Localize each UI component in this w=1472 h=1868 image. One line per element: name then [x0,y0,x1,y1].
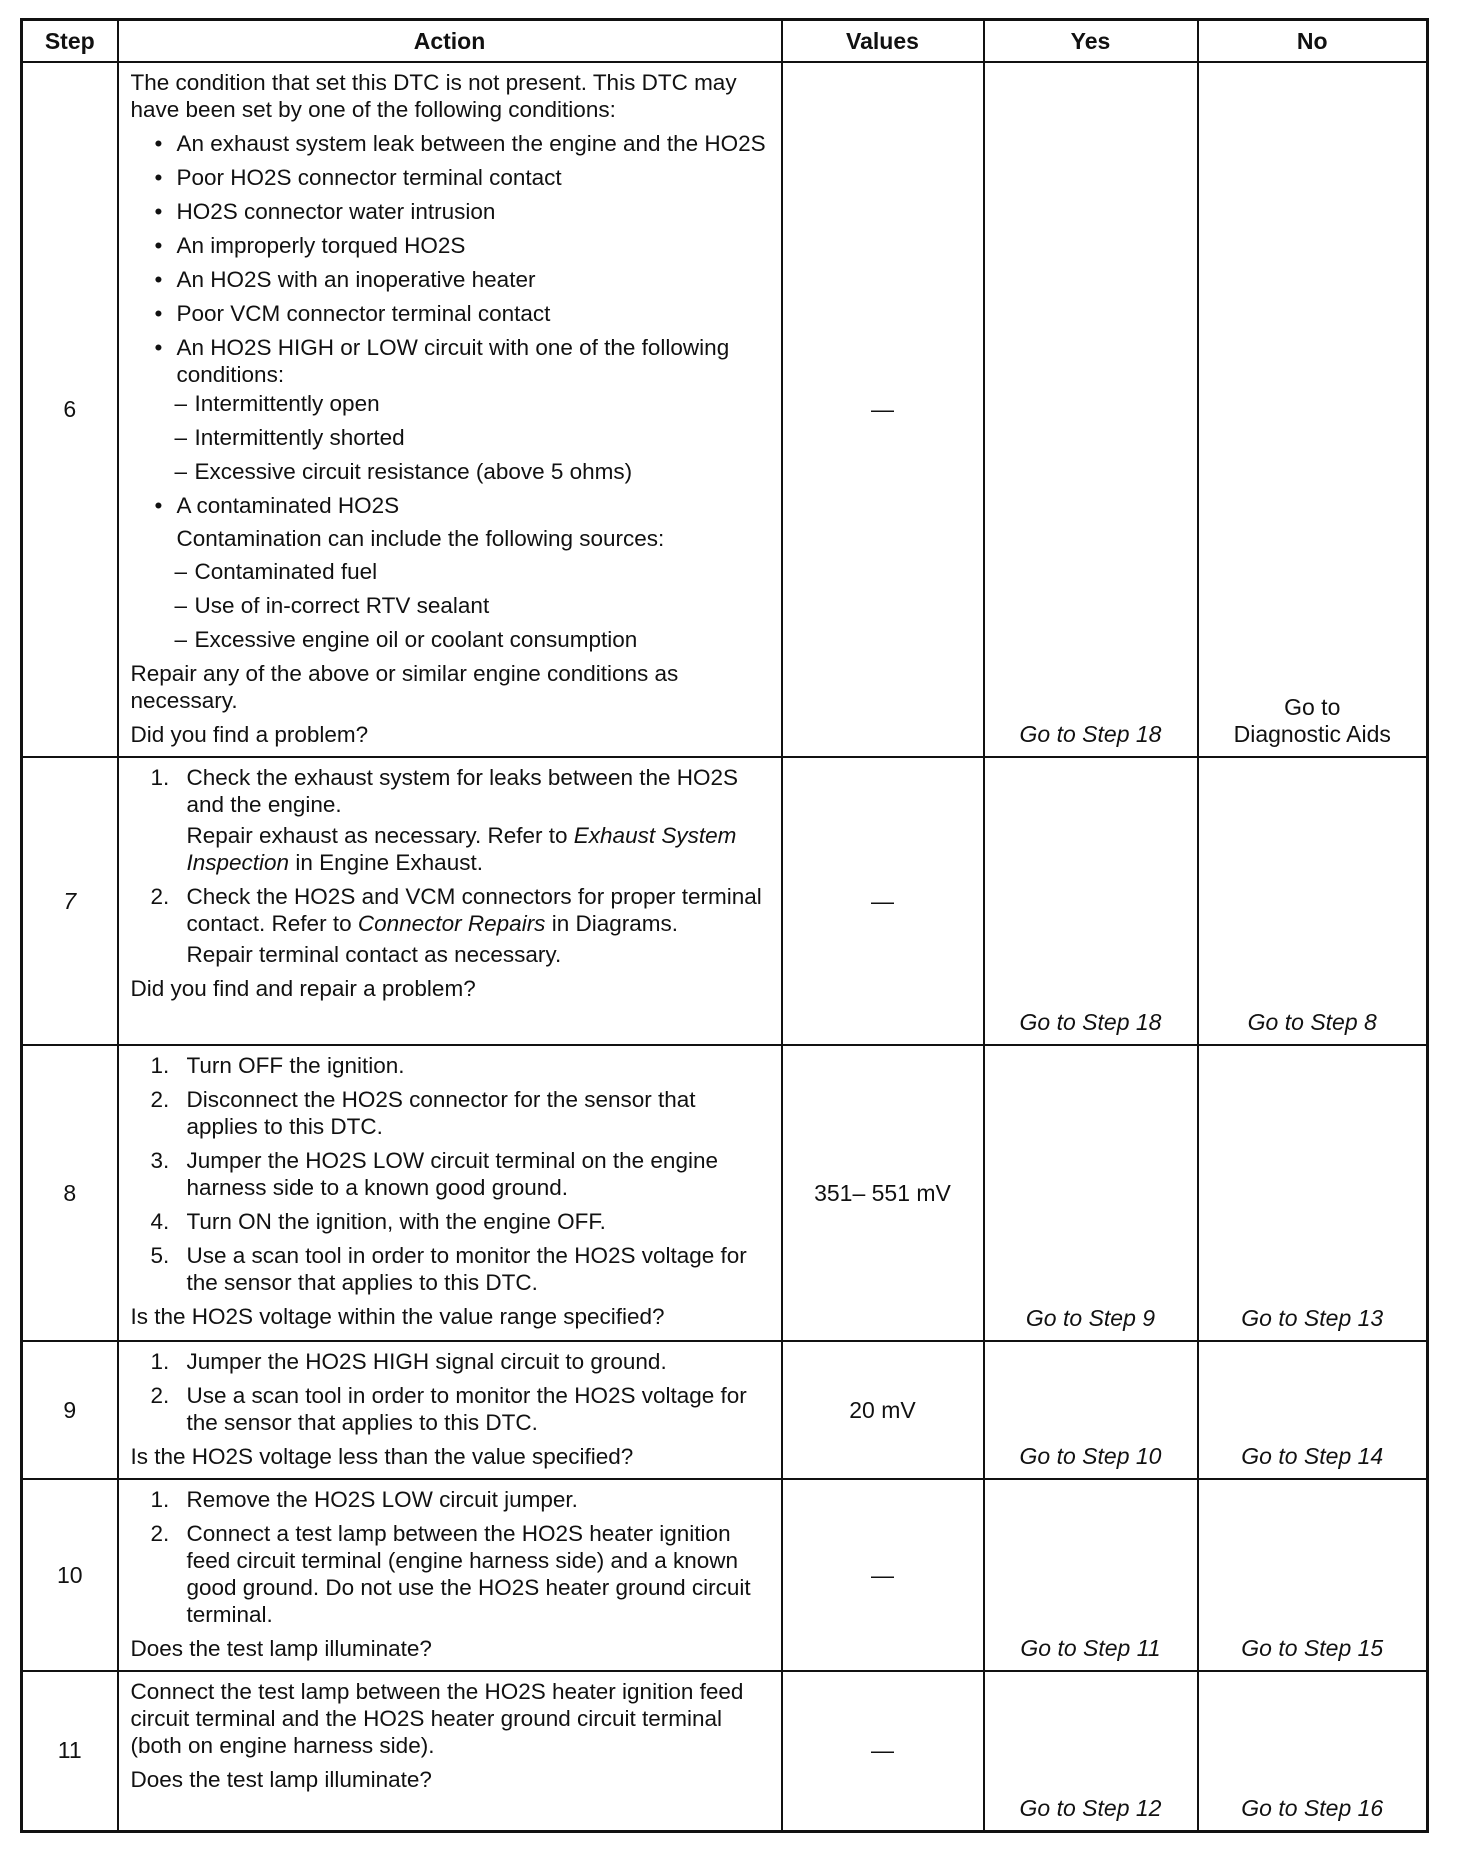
reference-link: Exhaust System Inspection [186,823,737,875]
table-row-step-10 [22,1479,1428,1671]
item-text: Jumper the HO2S LOW circuit terminal on the engine harness side to a known good ground. [186,1148,718,1200]
no-cell [1198,62,1428,757]
header-values: Values [782,20,984,63]
action-cell [118,1479,782,1671]
item-number: 1. [150,1487,170,1512]
step-number: 11 [22,1671,118,1831]
list-item [131,1348,767,1375]
list-item [131,883,767,968]
sub-list-item: – Intermittently open [175,390,767,417]
value-cell: 351– 551 mV [782,1045,984,1341]
list-item [131,1147,767,1201]
condition-list [131,130,767,653]
list-item [131,1382,767,1436]
list-item [131,1052,767,1079]
table-row-step-8 [22,1045,1428,1341]
header-step: Step [22,20,118,63]
action-steps [131,1348,767,1436]
action-cell [118,62,782,757]
list-item [131,1242,767,1296]
table-row-step-9 [22,1341,1428,1479]
question-text: Is the HO2S voltage within the value range specified? [130,1304,665,1329]
item-text: Check the exhaust system for leaks between the HO2S and the engine. [186,765,739,817]
item-number: 2. [150,1087,170,1112]
contamination-list [177,558,767,653]
list-item: • An exhaust system leak between the engine and the HO2S [131,130,767,157]
list-item-text: An HO2S HIGH or LOW circuit with one of the following conditions: [176,335,730,387]
value-cell: — [782,757,984,1045]
no-cell: Go to Step 15 [1198,1479,1428,1671]
action-steps [131,1486,767,1628]
item-text: Turn ON the ignition, with the engine OFF. [186,1209,606,1234]
reference-link: Connector Repairs [357,911,546,936]
sub-list-item: – Use of in-correct RTV sealant [175,592,767,619]
no-cell: Go to Step 14 [1198,1341,1428,1479]
question-text: Did you find and repair a problem? [130,976,476,1001]
item-text: Use a scan tool in order to monitor the HO2S voltage for the sensor that applies to this DTC. [186,1383,747,1435]
question-text: Is the HO2S voltage less than the value specified? [130,1444,634,1469]
yes-cell: Go to Step 12 [984,1671,1198,1831]
item-number: 1. [150,765,170,790]
header-row [22,20,1428,63]
note-text: Repair exhaust as necessary. Refer to [186,823,574,848]
step-number: 10 [22,1479,118,1671]
sub-list-item: – Excessive engine oil or coolant consumption [175,626,767,653]
yes-cell: Go to Step 9 [984,1045,1198,1341]
item-text-part: in Diagrams. [545,911,678,936]
list-item: • An HO2S with an inoperative heater [131,266,767,293]
no-line-1: Go to [1284,694,1341,720]
no-cell: Go to Step 13 [1198,1045,1428,1341]
item-number: 3. [150,1148,170,1173]
action-cell [118,757,782,1045]
sub-list-item: – Excessive circuit resistance (above 5 ohms) [175,458,767,485]
no-line-2: Diagnostic Aids [1233,721,1391,747]
note-text: in Engine Exhaust. [289,850,483,875]
circuit-condition-list [177,390,767,485]
item-text [187,883,767,937]
list-item [131,764,767,876]
header-yes: Yes [984,20,1198,63]
action-intro: The condition that set this DTC is not present. This DTC may have been set by one of the following conditions: [130,70,737,122]
table-row-step-7 [22,757,1428,1045]
value-cell: — [782,1479,984,1671]
action-cell [118,1045,782,1341]
list-item: • Poor VCM connector terminal contact [131,300,767,327]
table-row-step-6 [22,62,1428,757]
step-number: 8 [22,1045,118,1341]
item-note: Repair terminal contact as necessary. [186,942,562,967]
no-cell: Go to Step 8 [1198,757,1428,1045]
step-number: 6 [22,62,118,757]
item-text: Remove the HO2S LOW circuit jumper. [186,1487,578,1512]
list-item [131,1520,767,1628]
value-cell: — [782,62,984,757]
action-text: Connect the test lamp between the HO2S heater ignition feed circuit terminal and the HO2S heater ground circuit terminal (both on engine harness side). [130,1679,744,1758]
question-text: Did you find a problem? [130,722,369,747]
item-text: Disconnect the HO2S connector for the sensor that applies to this DTC. [186,1087,696,1139]
item-number: 2. [150,1521,170,1546]
action-cell [118,1341,782,1479]
item-text: Turn OFF the ignition. [186,1053,405,1078]
item-text: Jumper the HO2S HIGH signal circuit to ground. [186,1349,667,1374]
list-item [131,1208,767,1235]
action-steps [131,1052,767,1296]
question-text: Does the test lamp illuminate? [130,1636,432,1661]
item-number: 5. [150,1243,170,1268]
yes-cell: Go to Step 11 [984,1479,1198,1671]
step-number: 9 [22,1341,118,1479]
contamination-intro: Contamination can include the following sources: [176,526,665,551]
item-text-part: Check the HO2S and VCM connectors for proper terminal contact. Refer to [186,884,762,936]
action-cell [118,1671,782,1831]
value-cell: — [782,1671,984,1831]
list-item [131,1086,767,1140]
item-number: 1. [150,1349,170,1374]
yes-cell: Go to Step 18 [984,62,1198,757]
item-number: 4. [150,1209,170,1234]
item-text: Connect a test lamp between the HO2S heater ignition feed circuit terminal (engine harness side) and a known good ground. Do not use the HO2S heater ground circuit terminal. [186,1521,751,1627]
table-row-step-11 [22,1671,1428,1831]
value-cell: 20 mV [782,1341,984,1479]
repair-text: Repair any of the above or similar engine conditions as necessary. [130,661,679,713]
list-item: • HO2S connector water intrusion [131,198,767,225]
list-item: • Poor HO2S connector terminal contact [131,164,767,191]
header-action: Action [118,20,782,63]
diagnostic-table [20,18,1429,1833]
item-number: 2. [150,884,170,909]
header-no: No [1198,20,1428,63]
list-item [131,492,767,653]
action-steps [131,764,767,968]
yes-cell: Go to Step 10 [984,1341,1198,1479]
list-item: • An improperly torqued HO2S [131,232,767,259]
list-item-text: • A contaminated HO2S [176,493,400,518]
no-cell: Go to Step 16 [1198,1671,1428,1831]
item-number: 1. [150,1053,170,1078]
question-text: Does the test lamp illuminate? [130,1767,432,1792]
yes-cell: Go to Step 18 [984,757,1198,1045]
sub-list-item: – Contaminated fuel [175,558,767,585]
step-number: 7 [22,757,118,1045]
item-text: Use a scan tool in order to monitor the HO2S voltage for the sensor that applies to this DTC. [186,1243,747,1295]
list-item [131,1486,767,1513]
item-number: 2. [150,1383,170,1408]
sub-list-item: – Intermittently shorted [175,424,767,451]
item-note [187,822,767,876]
list-item [131,334,767,485]
